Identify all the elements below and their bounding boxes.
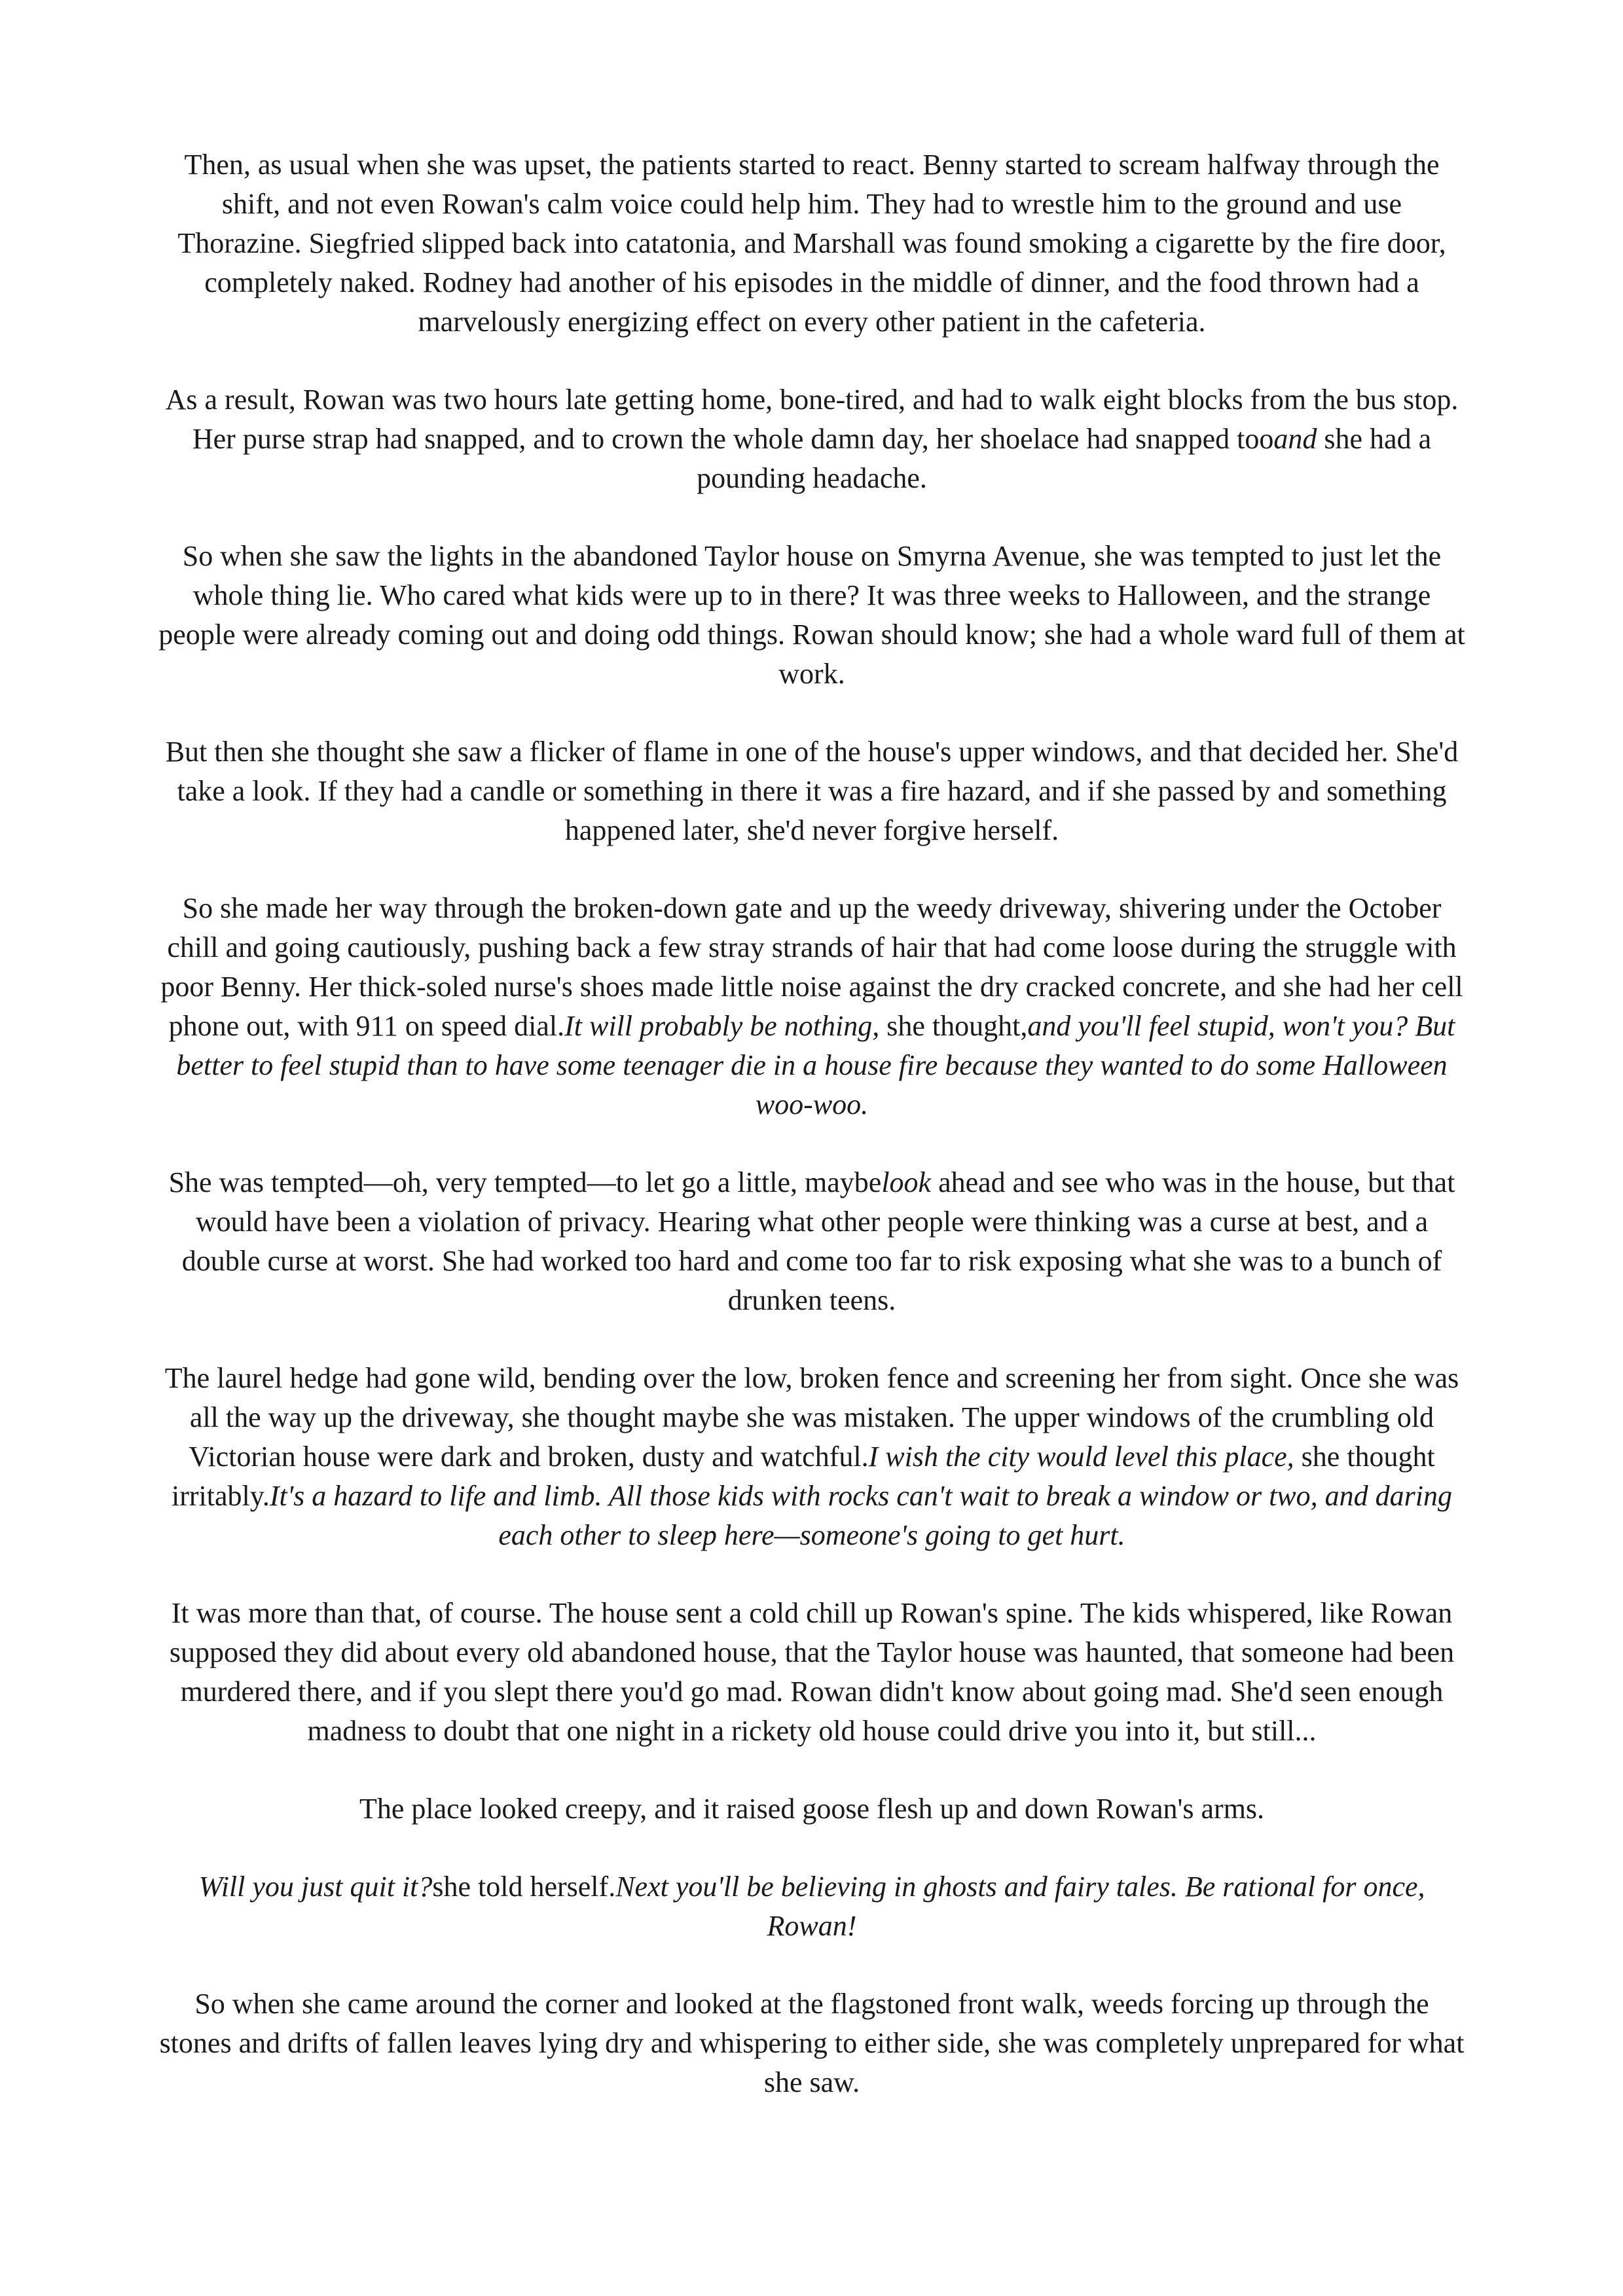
text-segment: ahead and see who was in the house, but that would have been a violation of privacy. Hearing what other people were thinking was a curse at best, and a double curse at worst. She had worked too hard and come too far to risk exposing what she was to a bunch of drunken teens. <box>181 1166 1455 1316</box>
italic-text-segment: and you'll feel stupid, won't you? But better to feel stupid than to have some teenager die in a house fire because they wanted to do some Halloween woo-woo. <box>176 1010 1455 1121</box>
paragraph-5 <box>157 889 1467 1124</box>
text-segment: So when she saw the lights in the abandoned Taylor house on Smyrna Avenue, she was tempted to just let the whole thing lie. Who cared what kids were up to in there? It was three weeks to Halloween, and the strange people were already coming out and doing odd things. Rowan should know; she had a whole ward full of them at work. <box>158 540 1465 690</box>
italic-text-segment: and <box>1273 423 1317 455</box>
text-segment: But then she thought she saw a flicker of flame in one of the house's upper windows, and that decided her. She'd take a look. If they had a candle or something in there it was a fire hazard, and if she passed by and something happened later, she'd never forgive herself. <box>165 736 1459 846</box>
paragraph-4 <box>157 732 1467 850</box>
italic-text-segment: It's a hazard to life and limb. All those kids with rocks can't wait to break a window or two, and daring each other to sleep here—someone's going to get hurt. <box>269 1480 1452 1551</box>
text-segment: She was tempted—oh, very tempted—to let go a little, maybe <box>168 1166 882 1198</box>
text-segment: So she made her way through the broken-down gate and up the weedy driveway, shivering under the October chill and going cautiously, pushing back a few stray strands of hair that had come loose during the struggle with poor Benny. Her thick-soled nurse's shoes made little noise against the dry cracked concrete, and she had her cell phone out, with 911 on speed dial. <box>160 892 1463 1042</box>
text-segment: It was more than that, of course. The house sent a cold chill up Rowan's spine. The kids whispered, like Rowan supposed they did about every old abandoned house, that the Taylor house was haunted, that someone had been murdered there, and if you slept there you'd go mad. Rowan didn't know about going mad. She'd seen enough madness to doubt that one night in a rickety old house could drive you into it, but still... <box>169 1597 1455 1747</box>
paragraph-9 <box>157 1789 1467 1829</box>
text-segment: So when she came around the corner and looked at the flagstoned front walk, weeds forcing up through the stones and drifts of fallen leaves lying dry and whispering to either side, she was completely unprepared for what she saw. <box>159 1988 1465 2098</box>
text-segment: she told herself. <box>432 1871 616 1903</box>
italic-text-segment: It will probably be nothing, <box>564 1010 880 1042</box>
paragraph-1 <box>157 145 1467 342</box>
paragraph-2 <box>157 380 1467 498</box>
paragraph-8 <box>157 1594 1467 1751</box>
paragraph-6 <box>157 1163 1467 1320</box>
paragraph-7 <box>157 1359 1467 1555</box>
document-page <box>157 145 1467 2102</box>
paragraph-10 <box>157 1867 1467 1946</box>
paragraph-11 <box>157 1984 1467 2102</box>
text-segment: she had a pounding headache. <box>697 423 1432 494</box>
text-segment: she thought irritably. <box>171 1441 1435 1512</box>
text-segment: Then, as usual when she was upset, the patients started to react. Benny started to scream halfway through the shift, and not even Rowan's calm voice could help him. They had to wrestle him to the ground and use Thorazine. Siegfried slipped back into catatonia, and Marshall was found smoking a cigarette by the fire door, completely naked. Rodney had another of his episodes in the middle of dinner, and the food thrown had a marvelously energizing effect on every other patient in the cafeteria. <box>177 149 1446 338</box>
text-segment: The laurel hedge had gone wild, bending over the low, broken fence and screening her from sight. Once she was all the way up the driveway, she thought maybe she was mistaken. The upper windows of the crumbling old Victorian house were dark and broken, dusty and watchful. <box>164 1362 1459 1473</box>
italic-text-segment: Will you just quit it? <box>198 1871 433 1903</box>
italic-text-segment: I wish the city would level this place, <box>868 1441 1294 1473</box>
italic-text-segment: Next you'll be believing in ghosts and fairy tales. Be rational for once, Rowan! <box>615 1871 1425 1942</box>
paragraph-3 <box>157 537 1467 694</box>
text-segment: The place looked creepy, and it raised goose flesh up and down Rowan's arms. <box>359 1793 1265 1825</box>
text-segment: As a result, Rowan was two hours late getting home, bone-tired, and had to walk eight blocks from the bus stop. Her purse strap had snapped, and to crown the whole damn day, her shoelace had snapped too <box>165 384 1459 455</box>
text-segment: she thought, <box>879 1010 1028 1042</box>
italic-text-segment: look <box>881 1166 932 1198</box>
